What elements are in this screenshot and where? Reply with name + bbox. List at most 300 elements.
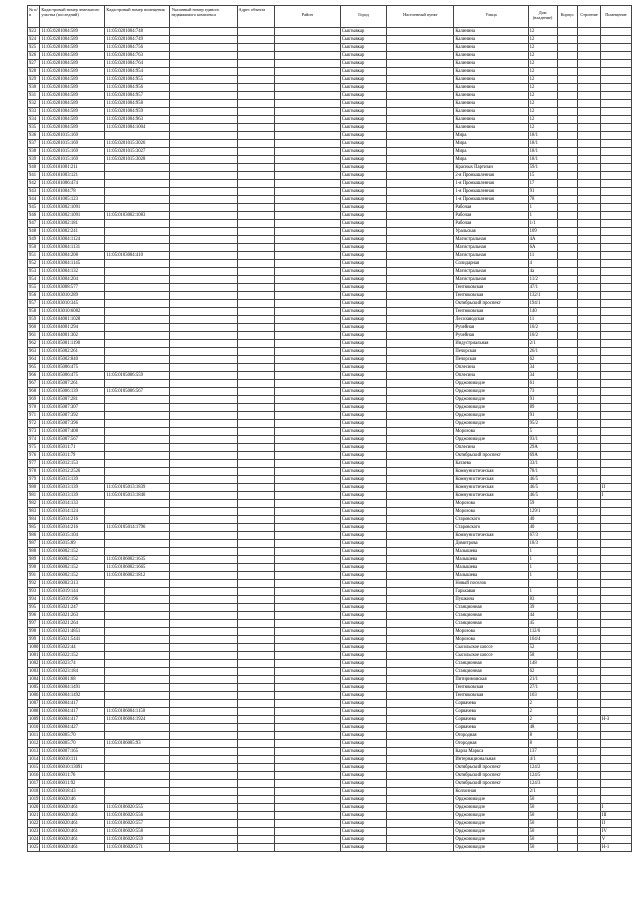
cell-address (237, 772, 274, 780)
table-row (28, 836, 632, 844)
table-row (28, 92, 632, 100)
cell-korpus (557, 356, 578, 364)
cell-settlement (387, 92, 454, 100)
cell-district (274, 604, 340, 612)
cell-city: Сыктывкар (340, 716, 386, 724)
cell-num: 944 (28, 196, 40, 204)
cell-house: 1/1 (528, 220, 557, 228)
cell-cad-premise: 11:05:0106002:1635 (105, 556, 170, 564)
cell-street: 1-я Промышленная (454, 196, 528, 204)
cell-street: Питиримовская (454, 676, 528, 684)
cell-stroenie (578, 68, 601, 76)
cell-cad-premise: 11:05:0201004:959 (105, 108, 170, 116)
table-row (28, 444, 632, 452)
cell-num: 932 (28, 100, 40, 108)
cell-street: Калинина (454, 68, 528, 76)
cell-cad-land: 11:05:0106007:165 (40, 748, 105, 756)
cell-city: Сыктывкар (340, 108, 386, 116)
cell-stroenie (578, 108, 601, 116)
cell-address (237, 476, 274, 484)
property-table (27, 5, 632, 852)
cell-house: 11/2 (528, 276, 557, 284)
cell-address (237, 172, 274, 180)
cell-cad-building (170, 92, 237, 100)
cell-address (237, 468, 274, 476)
cell-settlement (387, 844, 454, 852)
table-row (28, 540, 632, 548)
cell-cad-building (170, 716, 237, 724)
cell-cad-premise (105, 580, 170, 588)
cell-city: Сыктывкар (340, 612, 386, 620)
cell-house: 12 (528, 52, 557, 60)
cell-pomeshchenie (600, 100, 631, 108)
cell-cad-premise (105, 772, 170, 780)
cell-city: Сыктывкар (340, 812, 386, 820)
cell-cad-land: 11:05:0201015:169 (40, 132, 105, 140)
cell-street: Калинина (454, 108, 528, 116)
cell-address (237, 100, 274, 108)
cell-address (237, 492, 274, 500)
cell-district (274, 844, 340, 852)
cell-stroenie (578, 228, 601, 236)
cell-cad-building (170, 516, 237, 524)
cell-stroenie (578, 820, 601, 828)
cell-korpus (557, 564, 578, 572)
cell-settlement (387, 740, 454, 748)
cell-num: 1000 (29, 645, 39, 650)
cell-address (237, 36, 274, 44)
cell-settlement (387, 644, 454, 652)
cell-cad-building (170, 532, 237, 540)
cell-cad-premise (105, 180, 170, 188)
header-korpus: Корпус (557, 6, 578, 28)
cell-stroenie (578, 708, 601, 716)
cell-pomeshchenie (600, 564, 631, 572)
cell-num: 1013 (29, 749, 39, 754)
cell-cad-land: 11:05:0103002:181 (40, 220, 105, 228)
cell-cad-premise (105, 764, 170, 772)
table-row (28, 132, 632, 140)
cell-cad-premise (105, 204, 170, 212)
cell-cad-land: 11:05:0201004:589 (40, 84, 105, 92)
cell-pomeshchenie: V (600, 836, 631, 844)
cell-address (237, 28, 274, 36)
cell-cad-land: 11:05:0106020:461 (40, 844, 105, 852)
cell-korpus (557, 76, 578, 84)
table-row (28, 180, 632, 188)
cell-settlement (387, 732, 454, 740)
cell-street: Калинина (454, 76, 528, 84)
cell-cad-premise (105, 652, 170, 660)
cell-district (274, 196, 340, 204)
table-row (28, 708, 632, 716)
cell-pomeshchenie (600, 508, 631, 516)
cell-cad-building (170, 628, 237, 636)
cell-korpus (557, 532, 578, 540)
cell-cad-land: 11:05:0105007:307 (40, 404, 105, 412)
cell-cad-premise (105, 412, 170, 420)
cell-pomeshchenie (600, 316, 631, 324)
cell-house: 4/1 (528, 756, 557, 764)
cell-stroenie (578, 804, 601, 812)
cell-address (237, 780, 274, 788)
cell-cad-land: 11:05:0105007:392 (40, 412, 105, 420)
cell-city: Сыктывкар (340, 468, 386, 476)
cell-cad-building (170, 388, 237, 396)
cell-city: Сыктывкар (340, 708, 386, 716)
cell-cad-building (170, 788, 237, 796)
cell-cad-building (170, 76, 237, 84)
cell-cad-building (170, 612, 237, 620)
cell-street: Калинина (454, 28, 528, 36)
cell-cad-land: 11:05:0105021:5441 (40, 636, 105, 644)
cell-settlement (387, 116, 454, 124)
cell-city: Сыктывкар (340, 396, 386, 404)
cell-address (237, 340, 274, 348)
cell-stroenie (578, 396, 601, 404)
cell-cad-land: 11:05:0105006:475 (40, 364, 105, 372)
cell-house: 11 (528, 316, 557, 324)
cell-city: Сыктывкар (340, 780, 386, 788)
cell-cad-land: 11:05:0106004:1492 (40, 692, 105, 700)
cell-district (274, 28, 340, 36)
cell-address (237, 148, 274, 156)
cell-stroenie (578, 452, 601, 460)
cell-address (237, 276, 274, 284)
cell-cad-building (170, 740, 237, 748)
cell-cad-premise (105, 172, 170, 180)
cell-house: 1 (528, 548, 557, 556)
cell-house: 12 (528, 68, 557, 76)
cell-cad-land: 11:05:0105001:1190 (40, 340, 105, 348)
cell-cad-building (170, 468, 237, 476)
cell-settlement (387, 252, 454, 260)
cell-num: 1007 (29, 701, 39, 706)
cell-num: 1002 (29, 661, 39, 666)
cell-stroenie (578, 292, 601, 300)
cell-num: 930 (28, 84, 40, 92)
cell-cad-premise (105, 300, 170, 308)
cell-cad-premise (105, 164, 170, 172)
cell-settlement (387, 788, 454, 796)
cell-cad-premise (105, 356, 170, 364)
cell-cad-premise: 11:05:0201015:3027 (105, 148, 170, 156)
cell-cad-premise: 11:05:0106020:571 (105, 844, 170, 852)
cell-cad-land: 11:05:0201004:589 (40, 44, 105, 52)
cell-num: 1005 (29, 685, 39, 690)
cell-settlement (387, 396, 454, 404)
cell-settlement (387, 348, 454, 356)
cell-district (274, 284, 340, 292)
cell-address (237, 564, 274, 572)
cell-street: Сысольское шоссе (454, 644, 528, 652)
cell-cad-land: 11:05:0106018:43 (40, 788, 105, 796)
cell-pomeshchenie (600, 412, 631, 420)
cell-cad-premise: 11:05:0106020:555 (105, 804, 170, 812)
cell-district (274, 332, 340, 340)
header-address-group: Адрес объекта (238, 7, 266, 12)
cell-num: 967 (28, 380, 40, 388)
cell-pomeshchenie (600, 188, 631, 196)
cell-stroenie (578, 732, 601, 740)
cell-num: 993 (28, 588, 40, 596)
cell-street: Катаева (454, 460, 528, 468)
cell-cad-land: 11:05:0105011:71 (40, 444, 105, 452)
cell-cad-building (170, 620, 237, 628)
cell-street: Печорская (454, 356, 528, 364)
cell-cad-land: 11:05:0103004:1131 (40, 244, 105, 252)
cell-pomeshchenie (600, 516, 631, 524)
cell-house: 109 (528, 228, 557, 236)
cell-address (237, 524, 274, 532)
table-row (28, 332, 632, 340)
cell-settlement (387, 492, 454, 500)
cell-address (237, 588, 274, 596)
cell-num: 955 (28, 284, 40, 292)
cell-house: 93/1 (528, 436, 557, 444)
cell-house: 12 (528, 36, 557, 44)
cell-pomeshchenie (600, 556, 631, 564)
table-row (28, 44, 632, 52)
cell-num: 1003 (29, 669, 39, 674)
cell-cad-land: 11:05:0105011:79 (40, 452, 105, 460)
cell-district (274, 612, 340, 620)
cell-street: Морозова (454, 500, 528, 508)
cell-address (237, 236, 274, 244)
cell-street: Коммунистическая (454, 532, 528, 540)
cell-cad-premise: 11:05:0106020:557 (105, 820, 170, 828)
cell-district (274, 348, 340, 356)
cell-house: 12 (528, 60, 557, 68)
cell-pomeshchenie (600, 108, 631, 116)
cell-house: 58 (528, 652, 557, 660)
cell-cad-building (170, 836, 237, 844)
cell-num: 969 (28, 396, 40, 404)
cell-cad-building (170, 500, 237, 508)
cell-cad-building (170, 188, 237, 196)
cell-cad-land: 11:05:0105013:139 (40, 484, 105, 492)
cell-district (274, 524, 340, 532)
table-row (28, 356, 632, 364)
cell-cad-building (170, 556, 237, 564)
table-row (28, 524, 632, 532)
table-row (28, 212, 632, 220)
cell-korpus (557, 116, 578, 124)
cell-settlement (387, 652, 454, 660)
cell-stroenie (578, 324, 601, 332)
cell-korpus (557, 812, 578, 820)
cell-cad-building (170, 844, 237, 852)
cell-house: 47/1 (528, 284, 557, 292)
cell-pomeshchenie (600, 700, 631, 708)
cell-district (274, 452, 340, 460)
cell-district (274, 428, 340, 436)
cell-settlement (387, 60, 454, 68)
cell-settlement (387, 316, 454, 324)
cell-district (274, 764, 340, 772)
cell-district (274, 540, 340, 548)
cell-pomeshchenie (600, 172, 631, 180)
cell-cad-building (170, 308, 237, 316)
cell-cad-land: 11:05:0106020:461 (40, 836, 105, 844)
cell-cad-building (170, 548, 237, 556)
cell-district (274, 212, 340, 220)
cell-address (237, 484, 274, 492)
cell-city: Сыктывкар (340, 172, 386, 180)
cell-cad-land: 11:05:0105007:261 (40, 380, 105, 388)
cell-house (528, 580, 557, 588)
cell-cad-building (170, 452, 237, 460)
cell-cad-building (170, 236, 237, 244)
table-row (28, 828, 632, 836)
cell-num: 935 (28, 124, 40, 132)
cell-settlement (387, 476, 454, 484)
cell-address (237, 764, 274, 772)
cell-cad-building (170, 700, 237, 708)
cell-city: Сыктывкар (340, 180, 386, 188)
cell-city: Сыктывкар (340, 236, 386, 244)
cell-cad-premise: 11:05:0201004:956 (105, 84, 170, 92)
cell-house: 5 (528, 428, 557, 436)
cell-house: 46/5 (528, 476, 557, 484)
cell-street: Малышева (454, 548, 528, 556)
cell-address (237, 228, 274, 236)
cell-cad-building (170, 596, 237, 604)
cell-cad-premise: 11:05:0103002:1083 (105, 212, 170, 220)
cell-pomeshchenie: II (600, 820, 631, 828)
cell-settlement (387, 132, 454, 140)
cell-cad-building (170, 420, 237, 428)
cell-num: 994 (28, 596, 40, 604)
cell-street: Магистральная (454, 268, 528, 276)
cell-stroenie (578, 36, 601, 44)
cell-cad-building (170, 28, 237, 36)
cell-korpus (557, 228, 578, 236)
cell-num: 938 (28, 148, 40, 156)
cell-num: 966 (28, 372, 40, 380)
cell-pomeshchenie (600, 588, 631, 596)
cell-stroenie (578, 548, 601, 556)
cell-address (237, 260, 274, 268)
table-row (28, 420, 632, 428)
cell-cad-land: 11:05:0106005:70 (40, 732, 105, 740)
cell-house: 46/5 (528, 492, 557, 500)
table-row (28, 796, 632, 804)
cell-pomeshchenie (600, 788, 631, 796)
cell-city: Сыктывкар (340, 484, 386, 492)
cell-cad-building (170, 484, 237, 492)
cell-cad-land: 11:05:0106004:427 (40, 724, 105, 732)
cell-district (274, 364, 340, 372)
table-row (28, 644, 632, 652)
cell-num: 1001 (29, 653, 39, 658)
cell-address (237, 620, 274, 628)
cell-district (274, 60, 340, 68)
cell-korpus (557, 588, 578, 596)
cell-street: Станционная (454, 668, 528, 676)
cell-pomeshchenie (600, 652, 631, 660)
cell-settlement (387, 276, 454, 284)
table-row (28, 188, 632, 196)
cell-cad-land: 11:05:0106020:461 (40, 804, 105, 812)
cell-district (274, 356, 340, 364)
cell-cad-building (170, 332, 237, 340)
cell-stroenie (578, 644, 601, 652)
cell-num: 926 (28, 52, 40, 60)
cell-cad-premise: 11:05:0201015:3028 (105, 156, 170, 164)
cell-settlement (387, 540, 454, 548)
cell-korpus (557, 652, 578, 660)
cell-stroenie (578, 140, 601, 148)
cell-cad-land: 11:05:0105021:4851 (40, 628, 105, 636)
cell-stroenie (578, 532, 601, 540)
cell-street: Тентюковская (454, 684, 528, 692)
cell-cad-land: 11:05:0105014:216 (40, 524, 105, 532)
cell-address (237, 732, 274, 740)
cell-house: 91 (528, 188, 557, 196)
cell-house: 50 (528, 796, 557, 804)
cell-pomeshchenie (600, 548, 631, 556)
table-row (28, 252, 632, 260)
cell-stroenie (578, 516, 601, 524)
cell-cad-premise (105, 428, 170, 436)
cell-cad-building (170, 84, 237, 92)
table-row (28, 660, 632, 668)
cell-korpus (557, 236, 578, 244)
cell-city: Сыктывкар (340, 756, 386, 764)
cell-cad-premise (105, 132, 170, 140)
cell-street: Калинина (454, 92, 528, 100)
cell-street: Коммунистическая (454, 476, 528, 484)
cell-korpus (557, 452, 578, 460)
cell-cad-premise (105, 276, 170, 284)
cell-cad-building (170, 212, 237, 220)
cell-settlement (387, 188, 454, 196)
cell-address (237, 84, 274, 92)
cell-address (237, 92, 274, 100)
cell-street: Тентюковская (454, 308, 528, 316)
cell-pomeshchenie (600, 580, 631, 588)
cell-house: 18/1 (528, 156, 557, 164)
cell-settlement (387, 300, 454, 308)
cell-street: Коммунистическая (454, 468, 528, 476)
cell-district (274, 420, 340, 428)
cell-address (237, 388, 274, 396)
cell-cad-building (170, 772, 237, 780)
cell-cad-premise (105, 748, 170, 756)
cell-cad-building (170, 180, 237, 188)
cell-district (274, 372, 340, 380)
cell-house: 39 (528, 604, 557, 612)
cell-num: 945 (28, 204, 40, 212)
cell-city: Сыктывкар (340, 36, 386, 44)
cell-street: Малышева (454, 572, 528, 580)
cell-pomeshchenie (600, 52, 631, 60)
cell-cad-building (170, 164, 237, 172)
cell-city: Сыктывкар (340, 116, 386, 124)
table-row (28, 244, 632, 252)
cell-stroenie (578, 460, 601, 468)
cell-district (274, 756, 340, 764)
cell-korpus (557, 468, 578, 476)
cell-address (237, 572, 274, 580)
cell-cad-land: 11:05:0103010:6082 (40, 308, 105, 316)
cell-settlement (387, 516, 454, 524)
cell-stroenie (578, 788, 601, 796)
cell-settlement (387, 324, 454, 332)
cell-stroenie (578, 124, 601, 132)
cell-stroenie (578, 588, 601, 596)
